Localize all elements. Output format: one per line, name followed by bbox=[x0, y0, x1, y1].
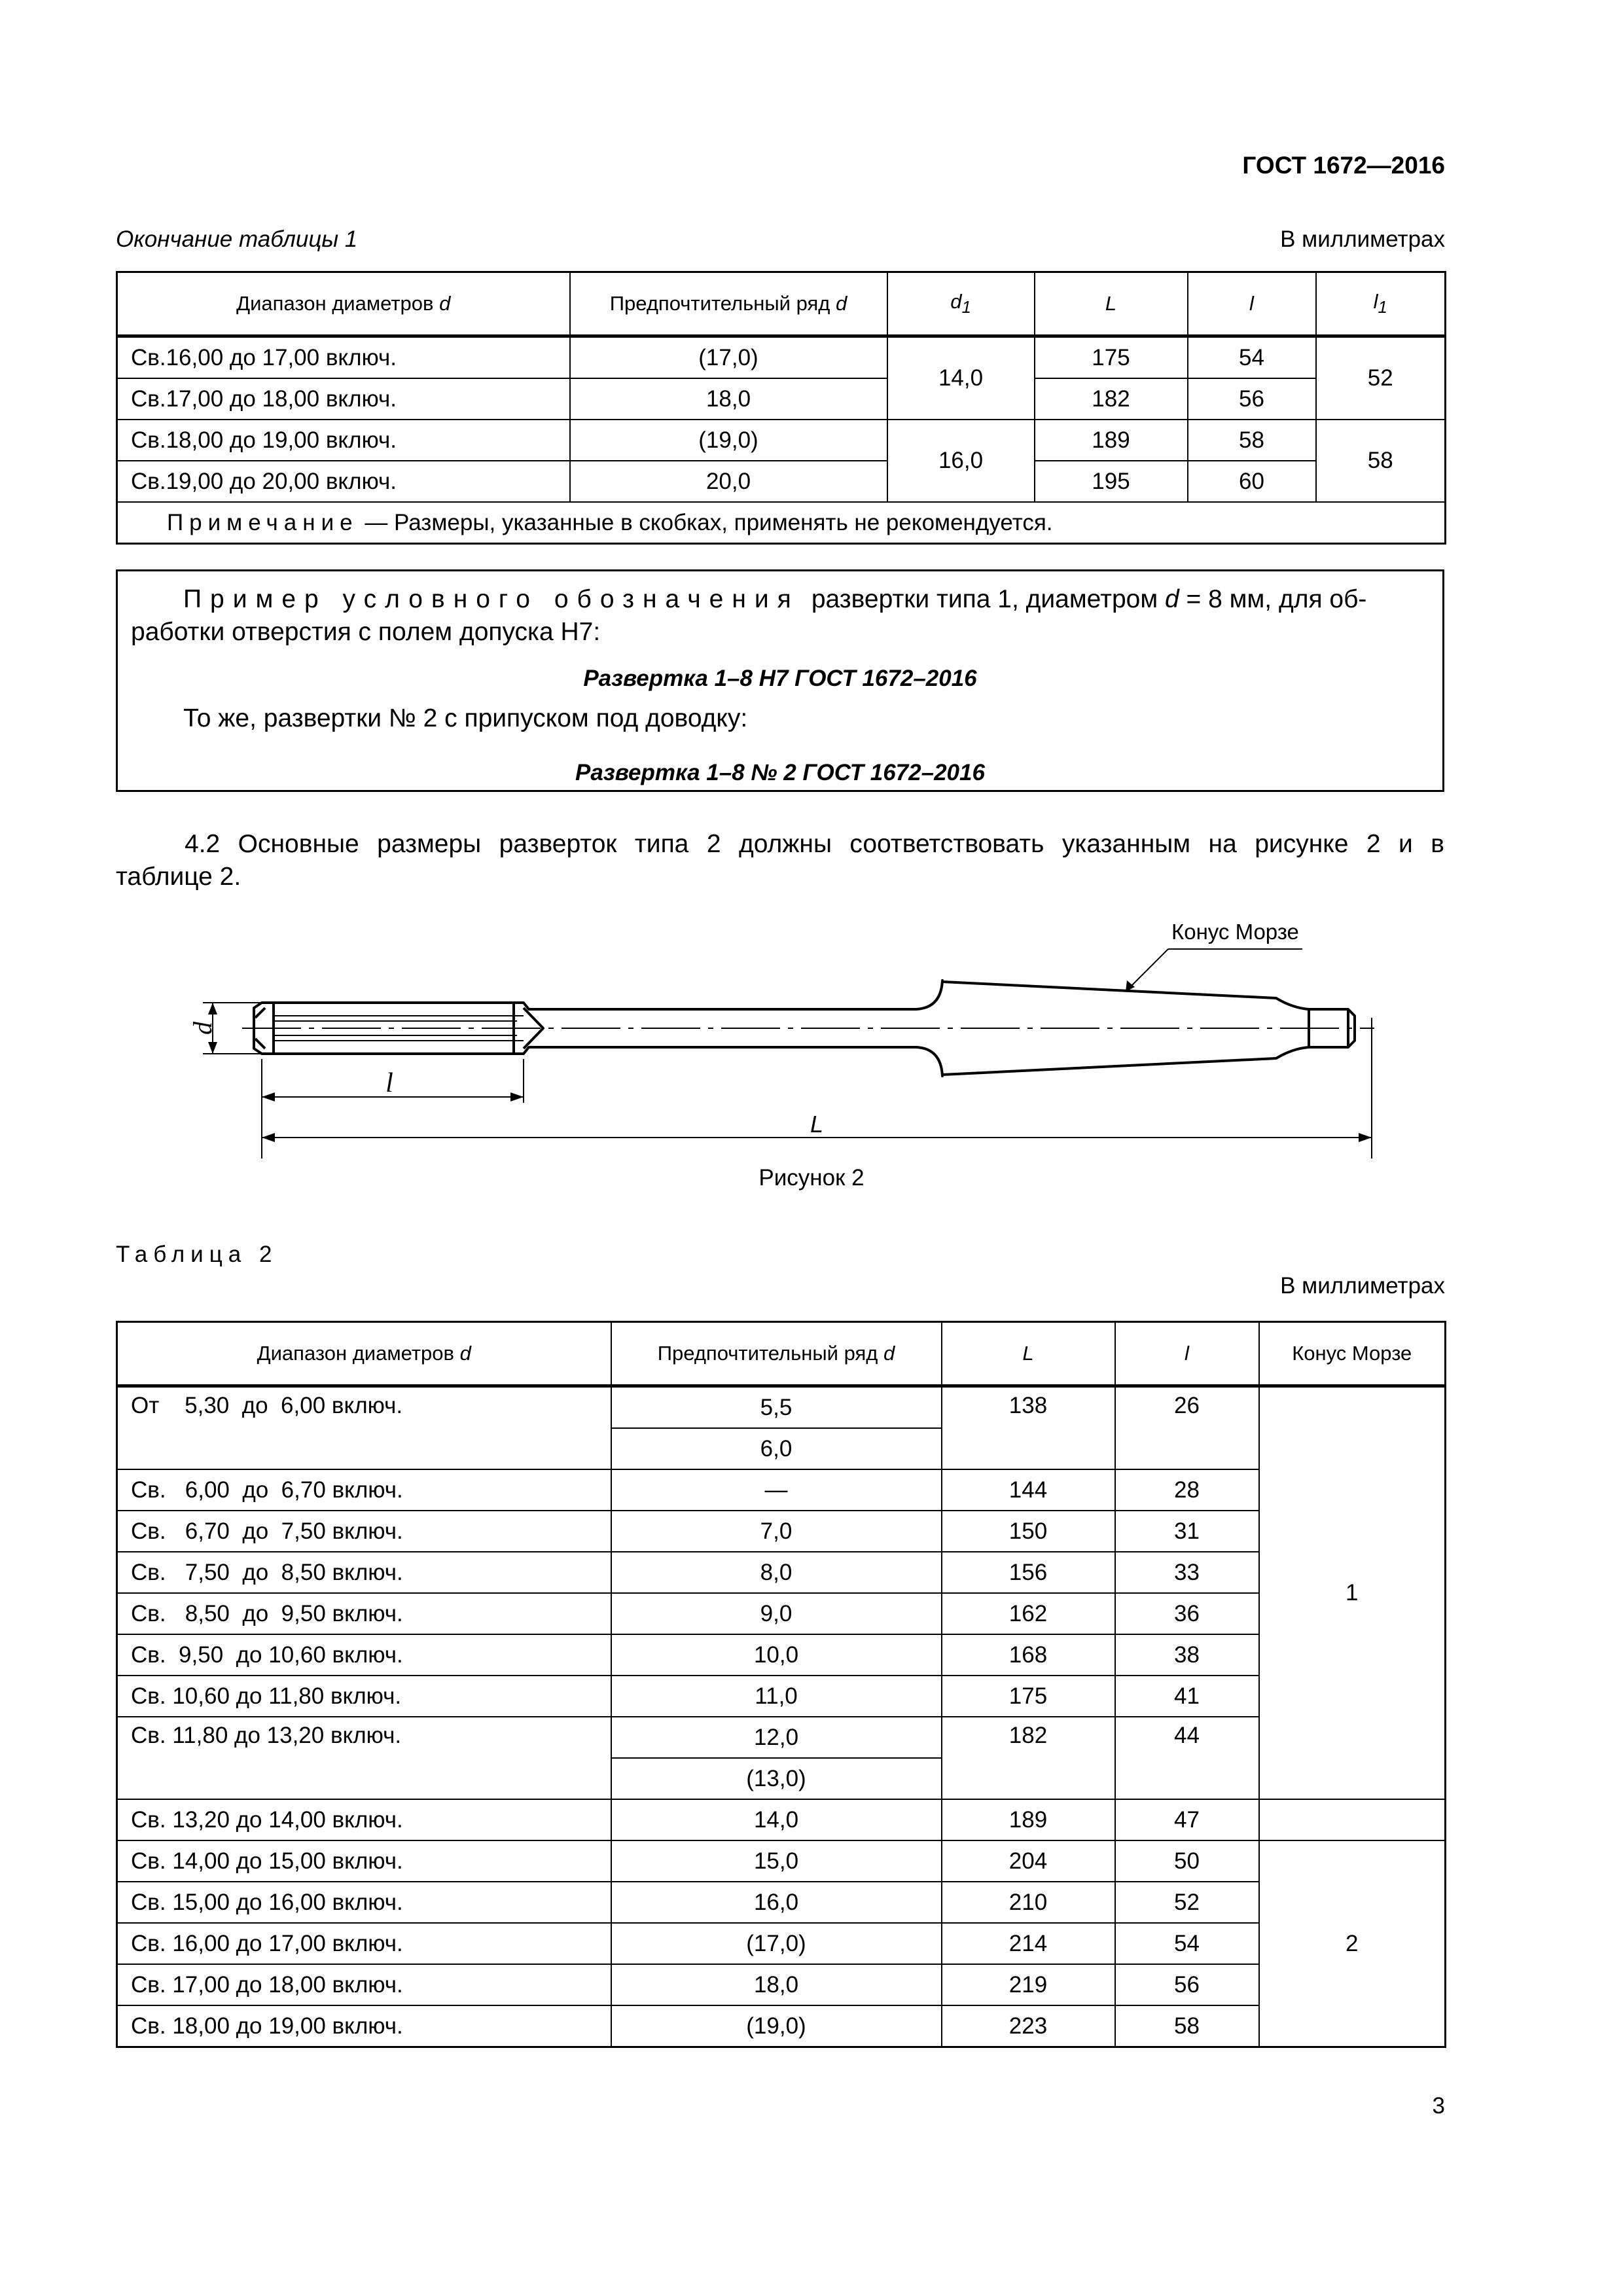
l-cell: 54 bbox=[1115, 1923, 1259, 1964]
designation-example-box bbox=[116, 569, 1444, 792]
pref-cell: (19,0) bbox=[611, 2005, 942, 2047]
table1-note-row bbox=[117, 502, 1446, 544]
d1-cell: 14,0 bbox=[887, 336, 1035, 420]
L-cell: 214 bbox=[942, 1923, 1115, 1964]
table1-caption: Окончание таблицы 1 bbox=[116, 226, 358, 252]
l-cell: 60 bbox=[1188, 461, 1316, 502]
pref-cell: 15,0 bbox=[611, 1840, 942, 1882]
range-cell: Св. 8,50 до 9,50 включ. bbox=[117, 1593, 611, 1634]
pref-cell: (17,0) bbox=[611, 1923, 942, 1964]
table2-col-range: Диапазон диаметров d bbox=[117, 1322, 611, 1386]
table1-units: В миллиметрах bbox=[1280, 226, 1445, 252]
L-cell: 223 bbox=[942, 2005, 1115, 2047]
table-row bbox=[117, 2005, 1446, 2047]
l-cell: 38 bbox=[1115, 1634, 1259, 1676]
l-cell: 50 bbox=[1115, 1840, 1259, 1882]
table-row bbox=[117, 1923, 1446, 1964]
table-row bbox=[117, 1469, 1446, 1511]
L-cell: 175 bbox=[1035, 336, 1188, 379]
table-row bbox=[117, 420, 1446, 461]
L-cell: 195 bbox=[1035, 461, 1188, 502]
L-cell: 204 bbox=[942, 1840, 1115, 1882]
L-cell: 144 bbox=[942, 1469, 1115, 1511]
table1-note bbox=[117, 502, 1446, 544]
L-cell: 175 bbox=[942, 1676, 1115, 1717]
morse-taper-label: Конус Морзе bbox=[1171, 920, 1299, 944]
example-line-1 bbox=[183, 583, 1366, 616]
L-cell: 189 bbox=[1035, 420, 1188, 461]
table-row bbox=[117, 1676, 1446, 1717]
range-cell: Св.16,00 до 17,00 включ. bbox=[117, 336, 570, 379]
L-cell: 182 bbox=[942, 1717, 1115, 1799]
table1-col-d1: $d_1$ bbox=[887, 272, 1035, 336]
morse-cell: 2 bbox=[1259, 1840, 1446, 2047]
pref-cell: 11,0 bbox=[611, 1676, 942, 1717]
range-cell: Св. 17,00 до 18,00 включ. bbox=[117, 1964, 611, 2005]
l-cell: 56 bbox=[1188, 378, 1316, 420]
section-4-2-line-1: 4.2 Основные размеры разверток типа 2 должны соответствовать указанным на рисунке 2 и в bbox=[185, 830, 1444, 858]
note-label: Примечание bbox=[167, 509, 359, 535]
table-row bbox=[117, 1964, 1446, 2005]
pref-cell: 20,0 bbox=[570, 461, 887, 502]
L-cell: 210 bbox=[942, 1882, 1115, 1923]
pref-cell: 12,0 bbox=[611, 1717, 942, 1758]
d1-cell: 16,0 bbox=[887, 420, 1035, 502]
table2 bbox=[116, 1321, 1446, 2048]
L-cell: 162 bbox=[942, 1593, 1115, 1634]
l-cell: 47 bbox=[1115, 1799, 1259, 1840]
range-cell: Св. 9,50 до 10,60 включ. bbox=[117, 1634, 611, 1676]
range-cell: Св.18,00 до 19,00 включ. bbox=[117, 420, 570, 461]
table-row bbox=[117, 461, 1446, 502]
pref-cell: 6,0 bbox=[611, 1428, 942, 1469]
table-row bbox=[117, 1511, 1446, 1552]
table1-col-pref: Предпочтительный ряд d bbox=[570, 272, 887, 336]
example-line-3: То же, развертки № 2 с припуском под доводку: bbox=[183, 704, 748, 732]
table2-col-L: L bbox=[942, 1322, 1115, 1386]
l-cell: 54 bbox=[1188, 336, 1316, 379]
pref-cell: 18,0 bbox=[611, 1964, 942, 2005]
dim-L-label: L bbox=[810, 1111, 824, 1138]
dim-d-label: d bbox=[188, 1022, 217, 1035]
table1 bbox=[116, 271, 1446, 545]
example-text-1: развертки типа 1, диаметром d = 8 мм, для об- bbox=[811, 585, 1367, 613]
table-row bbox=[117, 1634, 1446, 1676]
table-row bbox=[117, 1799, 1446, 1840]
l-cell: 58 bbox=[1188, 420, 1316, 461]
table2-header-row bbox=[117, 1322, 1446, 1386]
table2-col-morse: Конус Морзе bbox=[1259, 1322, 1446, 1386]
pref-cell: 7,0 bbox=[611, 1511, 942, 1552]
range-cell: Св.19,00 до 20,00 включ. bbox=[117, 461, 570, 502]
example-label: Пример условного обозначения bbox=[183, 585, 800, 613]
l-cell: 33 bbox=[1115, 1552, 1259, 1593]
pref-cell: (13,0) bbox=[611, 1758, 942, 1799]
range-cell: От 5,30 до 6,00 включ. bbox=[117, 1386, 611, 1470]
L-cell: 168 bbox=[942, 1634, 1115, 1676]
l-cell: 58 bbox=[1115, 2005, 1259, 2047]
table2-col-pref: Предпочтительный ряд d bbox=[611, 1322, 942, 1386]
table-row bbox=[117, 1552, 1446, 1593]
l-cell: 31 bbox=[1115, 1511, 1259, 1552]
L-cell: 189 bbox=[942, 1799, 1115, 1840]
l1-cell: 52 bbox=[1316, 336, 1446, 420]
range-cell: Св. 10,60 до 11,80 включ. bbox=[117, 1676, 611, 1717]
l1-cell: 58 bbox=[1316, 420, 1446, 502]
L-cell: 138 bbox=[942, 1386, 1115, 1470]
pref-cell: 16,0 bbox=[611, 1882, 942, 1923]
example-line-2: работки отверстия с полем допуска H7: bbox=[131, 618, 601, 646]
l-cell: 41 bbox=[1115, 1676, 1259, 1717]
L-cell: 156 bbox=[942, 1552, 1115, 1593]
table1-col-range: Диапазон диаметров d bbox=[117, 272, 570, 336]
page-number: 3 bbox=[1432, 2093, 1445, 2119]
l-cell: 28 bbox=[1115, 1469, 1259, 1511]
table2-col-l: l bbox=[1115, 1322, 1259, 1386]
range-cell: Св. 16,00 до 17,00 включ. bbox=[117, 1923, 611, 1964]
range-cell: Св. 11,80 до 13,20 включ. bbox=[117, 1717, 611, 1799]
L-cell: 219 bbox=[942, 1964, 1115, 2005]
section-4-2-line-2: таблице 2. bbox=[116, 863, 241, 891]
designation-1: Развертка 1–8 H7 ГОСТ 1672–2016 bbox=[583, 666, 977, 691]
table-row bbox=[117, 1717, 1446, 1758]
table-row bbox=[117, 1386, 1446, 1429]
table1-col-l1: $l_1$ bbox=[1316, 272, 1446, 336]
table2-caption: Таблица 2 bbox=[116, 1242, 278, 1267]
table-row bbox=[117, 336, 1446, 379]
l-cell: 36 bbox=[1115, 1593, 1259, 1634]
range-cell: Св. 14,00 до 15,00 включ. bbox=[117, 1840, 611, 1882]
pref-cell: 10,0 bbox=[611, 1634, 942, 1676]
range-cell: Св. 7,50 до 8,50 включ. bbox=[117, 1552, 611, 1593]
table1-header-row bbox=[117, 272, 1446, 336]
figure-2-reamer-drawing bbox=[0, 903, 1623, 1158]
l-cell: 56 bbox=[1115, 1964, 1259, 2005]
table-row bbox=[117, 1593, 1446, 1634]
standard-number: ГОСТ 1672—2016 bbox=[1242, 152, 1445, 179]
table-row bbox=[117, 1882, 1446, 1923]
range-cell: Св. 18,00 до 19,00 включ. bbox=[117, 2005, 611, 2047]
range-cell: Св. 6,00 до 6,70 включ. bbox=[117, 1469, 611, 1511]
range-cell: Св. 6,70 до 7,50 включ. bbox=[117, 1511, 611, 1552]
L-cell: 182 bbox=[1035, 378, 1188, 420]
morse-cell: 1 bbox=[1259, 1386, 1446, 1800]
dim-l-label: l bbox=[385, 1068, 393, 1098]
l-cell: 52 bbox=[1115, 1882, 1259, 1923]
pref-cell: (19,0) bbox=[570, 420, 887, 461]
table2-units: В миллиметрах bbox=[1280, 1273, 1445, 1299]
designation-2: Развертка 1–8 № 2 ГОСТ 1672–2016 bbox=[575, 760, 985, 785]
range-cell: Св.17,00 до 18,00 включ. bbox=[117, 378, 570, 420]
pref-cell: 8,0 bbox=[611, 1552, 942, 1593]
table-row bbox=[117, 1840, 1446, 1882]
pref-cell: 9,0 bbox=[611, 1593, 942, 1634]
L-cell: 150 bbox=[942, 1511, 1115, 1552]
pref-cell: 5,5 bbox=[611, 1386, 942, 1429]
pref-cell: 18,0 bbox=[570, 378, 887, 420]
pref-cell: — bbox=[611, 1469, 942, 1511]
l-cell: 26 bbox=[1115, 1386, 1259, 1470]
range-cell: Св. 15,00 до 16,00 включ. bbox=[117, 1882, 611, 1923]
range-cell: Св. 13,20 до 14,00 включ. bbox=[117, 1799, 611, 1840]
pref-cell: (17,0) bbox=[570, 336, 887, 379]
l-cell: 44 bbox=[1115, 1717, 1259, 1799]
table1-col-l: l bbox=[1188, 272, 1316, 336]
table-row bbox=[117, 378, 1446, 420]
table1-col-L: L bbox=[1035, 272, 1188, 336]
figure-2-caption: Рисунок 2 bbox=[758, 1165, 865, 1191]
note-text: — Размеры, указанные в скобках, применять не рекомендуется. bbox=[358, 509, 1053, 535]
pref-cell: 14,0 bbox=[611, 1799, 942, 1840]
